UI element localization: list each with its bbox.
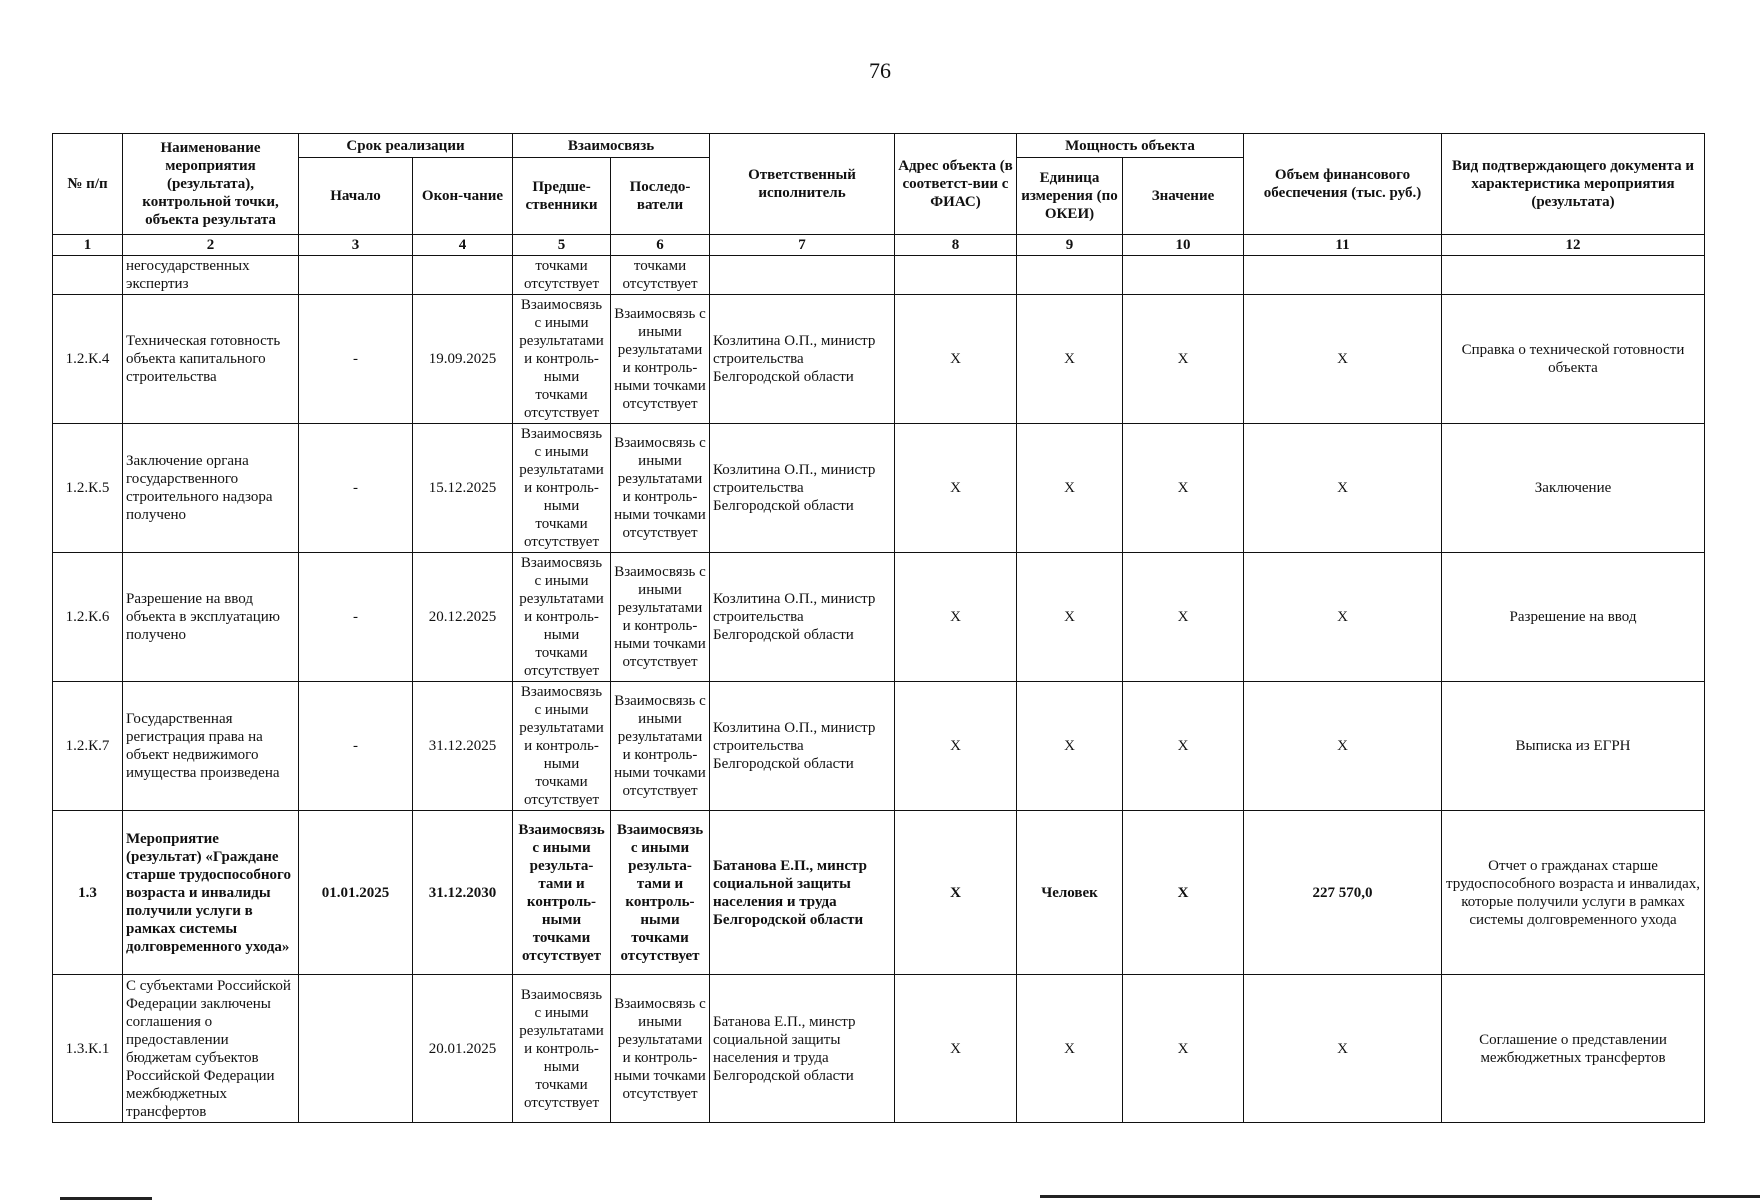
- cell-name: Государственная регистрация права на объект недвижимого имущества произведена: [123, 682, 299, 811]
- header-executor: Ответственный исполнитель: [710, 134, 895, 235]
- column-number: 6: [611, 235, 710, 256]
- cell-executor: Козлитина О.П., министр строительства Белгородской области: [710, 682, 895, 811]
- cell-finance: X: [1244, 424, 1442, 553]
- cell-start: -: [299, 553, 413, 682]
- cell-predecessors: Взаимосвязь с иными результатами и контроль-ными точками отсутствует: [513, 424, 611, 553]
- cell-successors: Взаимосвязь с иными результатами и контроль-ными точками отсутствует: [611, 682, 710, 811]
- cell-successors: Взаимосвязь с иными результа-тами и контроль-ными точками отсутствует: [611, 811, 710, 975]
- cell-end: [413, 256, 513, 295]
- cell-unit: Человек: [1017, 811, 1123, 975]
- cell-doc: Выписка из ЕГРН: [1442, 682, 1705, 811]
- column-number: 9: [1017, 235, 1123, 256]
- cell-value: X: [1123, 295, 1244, 424]
- cell-end: 19.09.2025: [413, 295, 513, 424]
- cell-address: X: [895, 682, 1017, 811]
- activities-table: [52, 133, 1705, 1123]
- cell-value: X: [1123, 553, 1244, 682]
- cell-name: Разрешение на ввод объекта в эксплуатацию получено: [123, 553, 299, 682]
- table-row: [53, 424, 1705, 553]
- column-number: 5: [513, 235, 611, 256]
- cell-executor: Козлитина О.П., министр строительства Белгородской области: [710, 295, 895, 424]
- cell-name: Заключение органа государственного строительного надзора получено: [123, 424, 299, 553]
- cell-start: [299, 975, 413, 1123]
- cell-doc: [1442, 256, 1705, 295]
- header-address: Адрес объекта (в соответст-вии с ФИАС): [895, 134, 1017, 235]
- cell-doc: Заключение: [1442, 424, 1705, 553]
- cell-unit: X: [1017, 424, 1123, 553]
- cell-end: 20.12.2025: [413, 553, 513, 682]
- table-row-activity: [53, 811, 1705, 975]
- header-relation: Взаимосвязь: [513, 134, 710, 158]
- cell-address: X: [895, 295, 1017, 424]
- column-number: 7: [710, 235, 895, 256]
- table-row: [53, 682, 1705, 811]
- cell-num: 1.2.К.4: [53, 295, 123, 424]
- cell-num: 1.2.К.7: [53, 682, 123, 811]
- cell-executor: Козлитина О.П., министр строительства Белгородской области: [710, 553, 895, 682]
- cell-end: 15.12.2025: [413, 424, 513, 553]
- cell-executor: Батанова Е.П., минстр социальной защиты населения и труда Белгородской области: [710, 975, 895, 1123]
- cell-unit: X: [1017, 295, 1123, 424]
- header-doc: Вид подтверждающего документа и характеристика мероприятия (результата): [1442, 134, 1705, 235]
- cell-name: Мероприятие (результат) «Граждане старше трудоспособного возраста и инвалиды получили услуги в рамках системы долговременного ухода»: [123, 811, 299, 975]
- header-period: Срок реализации: [299, 134, 513, 158]
- cell-executor: Батанова Е.П., минстр социальной защиты населения и труда Белгородской области: [710, 811, 895, 975]
- column-number: 10: [1123, 235, 1244, 256]
- cell-doc: Отчет о гражданах старше трудоспособного возраста и инвалидах, которые получили услуги в рамках системы долговременного ухода: [1442, 811, 1705, 975]
- header-start: Начало: [299, 158, 413, 235]
- cell-address: X: [895, 424, 1017, 553]
- cell-value: X: [1123, 811, 1244, 975]
- cell-finance: [1244, 256, 1442, 295]
- table-row: [53, 295, 1705, 424]
- cell-predecessors: Взаимосвязь с иными результатами и контроль-ными точками отсутствует: [513, 682, 611, 811]
- cell-finance: X: [1244, 975, 1442, 1123]
- cell-address: X: [895, 975, 1017, 1123]
- cell-num: 1.3: [53, 811, 123, 975]
- table-row: [53, 975, 1705, 1123]
- column-number: 4: [413, 235, 513, 256]
- activities-table-container: [52, 133, 1704, 1123]
- cell-doc: Разрешение на ввод: [1442, 553, 1705, 682]
- cell-start: 01.01.2025: [299, 811, 413, 975]
- cell-predecessors: Взаимосвязь с иными результатами и контроль-ными точками отсутствует: [513, 553, 611, 682]
- cell-start: -: [299, 424, 413, 553]
- header-capacity: Мощность объекта: [1017, 134, 1244, 158]
- cell-finance: X: [1244, 295, 1442, 424]
- column-number: 8: [895, 235, 1017, 256]
- cell-value: X: [1123, 424, 1244, 553]
- header-num: № п/п: [53, 134, 123, 235]
- column-number: 3: [299, 235, 413, 256]
- cell-successors: Взаимосвязь с иными результатами и контроль-ными точками отсутствует: [611, 295, 710, 424]
- table-row: [53, 553, 1705, 682]
- cell-unit: X: [1017, 553, 1123, 682]
- footer-rule-right: [1040, 1195, 1760, 1198]
- cell-num: 1.3.К.1: [53, 975, 123, 1123]
- cell-name: Техническая готовность объекта капитального строительства: [123, 295, 299, 424]
- cell-unit: X: [1017, 682, 1123, 811]
- cell-unit: [1017, 256, 1123, 295]
- cell-value: X: [1123, 682, 1244, 811]
- cell-unit: X: [1017, 975, 1123, 1123]
- cell-doc: Справка о технической готовности объекта: [1442, 295, 1705, 424]
- cell-num: 1.2.К.6: [53, 553, 123, 682]
- cell-finance: X: [1244, 682, 1442, 811]
- cell-finance: 227 570,0: [1244, 811, 1442, 975]
- header-value: Значение: [1123, 158, 1244, 235]
- header-unit: Единица измерения (по ОКЕИ): [1017, 158, 1123, 235]
- cell-predecessors: Взаимосвязь с иными результатами и контроль-ными точками отсутствует: [513, 975, 611, 1123]
- cell-start: [299, 256, 413, 295]
- column-number: 11: [1244, 235, 1442, 256]
- cell-successors: точками отсутствует: [611, 256, 710, 295]
- cell-value: X: [1123, 975, 1244, 1123]
- cell-finance: X: [1244, 553, 1442, 682]
- cell-successors: Взаимосвязь с иными результатами и контроль-ными точками отсутствует: [611, 424, 710, 553]
- cell-address: [895, 256, 1017, 295]
- cell-start: -: [299, 682, 413, 811]
- header-name: Наименование мероприятия (результата), контрольной точки, объекта результата: [123, 134, 299, 235]
- cell-start: -: [299, 295, 413, 424]
- cell-address: X: [895, 553, 1017, 682]
- cell-doc: Соглашение о представлении межбюджетных трансфертов: [1442, 975, 1705, 1123]
- cell-address: X: [895, 811, 1017, 975]
- cell-end: 31.12.2025: [413, 682, 513, 811]
- cell-predecessors: Взаимосвязь с иными результа-тами и контроль-ными точками отсутствует: [513, 811, 611, 975]
- page-number: 76: [869, 58, 891, 83]
- cell-num: 1.2.К.5: [53, 424, 123, 553]
- cell-name: негосударственных экспертиз: [123, 256, 299, 295]
- header-predecessors: Предше-ственники: [513, 158, 611, 235]
- cell-successors: Взаимосвязь с иными результатами и контроль-ными точками отсутствует: [611, 975, 710, 1123]
- header-finance: Объем финансового обеспечения (тыс. руб.): [1244, 134, 1442, 235]
- table-row-continuation: [53, 256, 1705, 295]
- cell-num: [53, 256, 123, 295]
- cell-successors: Взаимосвязь с иными результатами и контроль-ными точками отсутствует: [611, 553, 710, 682]
- column-number: 2: [123, 235, 299, 256]
- cell-name: С субъектами Российской Федерации заключены соглашения о предоставлении бюджетам субъектов Российской Федерации межбюджетных трансфертов: [123, 975, 299, 1123]
- column-number: 1: [53, 235, 123, 256]
- cell-value: [1123, 256, 1244, 295]
- header-end: Окон-чание: [413, 158, 513, 235]
- cell-executor: Козлитина О.П., министр строительства Белгородской области: [710, 424, 895, 553]
- column-number: 12: [1442, 235, 1705, 256]
- cell-end: 20.01.2025: [413, 975, 513, 1123]
- header-successors: Последо-ватели: [611, 158, 710, 235]
- cell-predecessors: точками отсутствует: [513, 256, 611, 295]
- cell-predecessors: Взаимосвязь с иными результатами и контроль-ными точками отсутствует: [513, 295, 611, 424]
- cell-end: 31.12.2030: [413, 811, 513, 975]
- cell-executor: [710, 256, 895, 295]
